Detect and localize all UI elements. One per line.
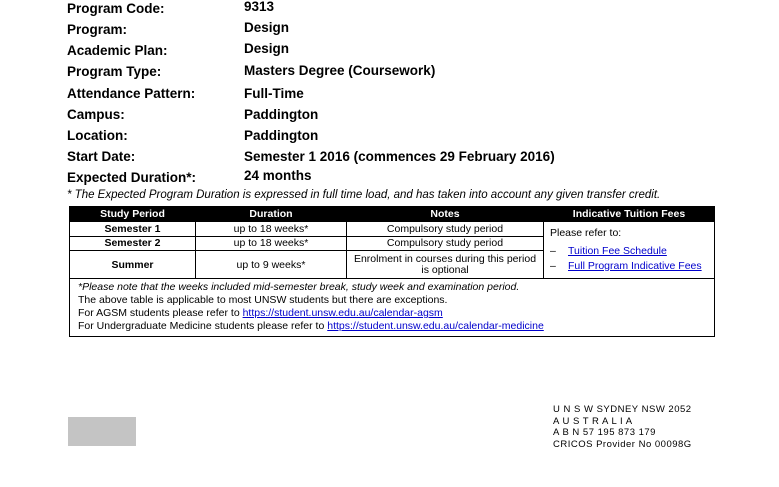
notes-cell: Enrolment in courses during this period is optional	[347, 251, 544, 279]
notes-cell: Compulsory study period	[347, 236, 544, 251]
academic-plan-value: Design	[244, 41, 290, 56]
column-header-duration: Duration	[196, 207, 347, 222]
agsm-note	[78, 307, 706, 320]
program-code-value: 9313	[244, 0, 275, 14]
program-code-label: Program Code:	[67, 1, 165, 16]
duration-cell: up to 18 weeks*	[196, 222, 347, 237]
table-footer-notes	[70, 279, 715, 337]
expected-duration-label: Expected Duration*:	[67, 170, 197, 185]
start-date-value: Semester 1 2016 (commences 29 February 2016)	[244, 149, 555, 164]
fees-intro: Please refer to:	[550, 227, 622, 239]
address-line: A U S T R A L I A	[553, 415, 633, 427]
exceptions-note: The above table is applicable to most UNSW students but there are exceptions.	[78, 294, 448, 306]
expected-duration-value: 24 months	[244, 168, 312, 183]
medicine-note	[78, 320, 706, 333]
campus-value: Paddington	[244, 107, 319, 122]
fee-link-item	[550, 259, 708, 274]
tuition-fees-cell	[544, 222, 715, 279]
dash-bullet: –	[550, 245, 556, 257]
agsm-text: For AGSM students please refer to	[78, 307, 243, 319]
cricos-line: CRICOS Provider No 00098G	[553, 438, 692, 450]
tuition-fee-schedule-link[interactable]: Tuition Fee Schedule	[568, 245, 667, 257]
fee-link-item	[550, 244, 708, 259]
column-header-tuition-fees: Indicative Tuition Fees	[544, 207, 715, 222]
weeks-footnote: *Please note that the weeks included mid-semester break, study week and examination period.	[78, 281, 520, 293]
program-type-value: Masters Degree (Coursework)	[244, 63, 436, 78]
full-program-fees-link[interactable]: Full Program Indicative Fees	[568, 260, 702, 272]
location-label: Location:	[67, 128, 128, 143]
academic-plan-label: Academic Plan:	[67, 43, 168, 58]
duration-footnote: * The Expected Program Duration is expressed in full time load, and has taken into account any given transfer credit.	[67, 189, 661, 201]
address-line: U N S W SYDNEY NSW 2052	[553, 404, 692, 415]
study-period-cell: Summer	[70, 251, 196, 279]
column-header-notes: Notes	[347, 207, 544, 222]
program-value: Design	[244, 20, 290, 35]
agsm-calendar-link[interactable]: https://student.unsw.edu.au/calendar-agsm	[242, 307, 443, 319]
program-type-label: Program Type:	[67, 64, 162, 79]
medicine-calendar-link[interactable]: https://student.unsw.edu.au/calendar-medicine	[327, 320, 544, 332]
campus-label: Campus:	[67, 107, 125, 122]
attendance-pattern-label: Attendance Pattern:	[67, 86, 196, 101]
medicine-text: For Undergraduate Medicine students please refer to	[78, 320, 328, 332]
unsw-address-block	[553, 404, 692, 450]
study-period-table	[69, 206, 715, 337]
column-header-study-period: Study Period	[70, 207, 196, 222]
attendance-pattern-value: Full-Time	[244, 86, 304, 101]
table-header-row	[70, 207, 715, 222]
duration-cell: up to 9 weeks*	[196, 251, 347, 279]
abn-line: A B N 57 195 873 179	[553, 427, 656, 438]
location-value: Paddington	[244, 128, 319, 143]
duration-cell: up to 18 weeks*	[196, 236, 347, 251]
table-row	[70, 222, 715, 237]
notes-cell: Compulsory study period	[347, 222, 544, 237]
study-period-cell: Semester 1	[70, 222, 196, 237]
program-label: Program:	[67, 22, 128, 37]
start-date-label: Start Date:	[67, 149, 136, 164]
study-period-cell: Semester 2	[70, 236, 196, 251]
dash-bullet: –	[550, 260, 556, 272]
redaction-box	[68, 417, 136, 446]
table-footer-row	[70, 279, 715, 337]
